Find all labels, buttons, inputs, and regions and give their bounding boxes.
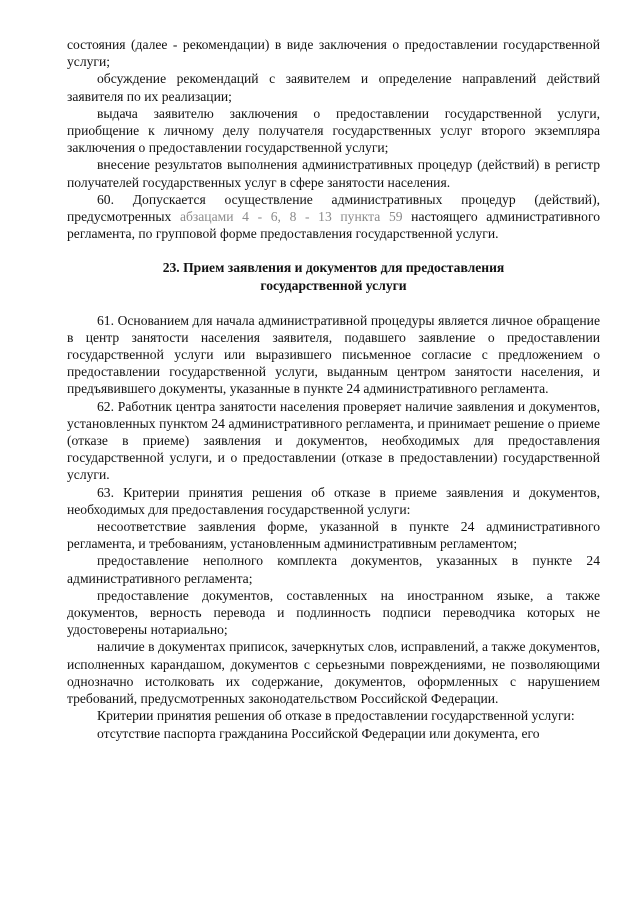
item-60-text-before: 60. Допускается осуществление административных процедур (действий), предусмотренных: [67, 191, 600, 225]
paragraph-refusal-criteria: Критерии принятия решения об отказе в предоставлении государственной услуги:: [97, 708, 575, 724]
paragraph-criterion-foreign-language: предоставление документов, составленных на иностранном языке, а также документов, верность перевода и подлинность подписи переводчика которых не удостоверены нотариально;: [67, 587, 600, 638]
paragraph-criterion-corrections: наличие в документах приписок, зачеркнутых слов, исправлений, а также документов, исполненных карандашом, документов с серьезными повреждениями, не позволяющими однозначно истолковать их содержание, документов, оформленных с нарушением требований, предусмотренных законодательством Российской Федерации.: [67, 639, 600, 707]
paragraph-continuation: состояния (далее - рекомендации) в виде заключения о предоставлении государственной услуги;: [67, 37, 600, 70]
paragraph-item-63: 63. Критерии принятия решения об отказе в приеме заявления и документов, необходимых для предоставления государственной услуги:: [67, 484, 600, 517]
section-heading: [67, 259, 600, 294]
paragraph-recommendations: обсуждение рекомендаций с заявителем и определение направлений действий заявителя по их реализации;: [67, 71, 600, 104]
paragraph-criterion-form: несоответствие заявления форме, указанной в пункте 24 административного регламента, и требованиям, установленным административным регламентом;: [67, 519, 600, 552]
paragraph-item-62: 62. Работник центра занятости населения проверяет наличие заявления и документов, установленных пунктом 24 административного регламента, и принимает решение о приеме (отказе в приеме) заявления и документов, необходимых для предоставления государственной услуги, и о предоставлении (отказе в предоставлении) государственной услуги.: [67, 398, 600, 483]
paragraph-issuance: выдача заявителю заключения о предоставлении государственной услуги, приобщение к личному делу получателя государственных услуг второго экземпляра заключения о предоставлении государственной услуги;: [67, 105, 600, 156]
spacer: [67, 295, 600, 312]
paragraph-passport-absence: отсутствие паспорта гражданина Российской Федерации или документа, его: [97, 725, 540, 741]
paragraph-item-61: 61. Основанием для начала административной процедуры является личное обращение в центр занятости населения заявителя, подавшего заявление о предоставлении государственной услуги или выразившего письменное согласие с предложением о предоставлении государственной услуги, выданным центром занятости населения, и предъявившего документы, указанные в пункте 24 административного регламента.: [67, 312, 600, 397]
section-heading-line-2: государственной услуги: [260, 278, 407, 294]
item-60-reference-link[interactable]: абзацами 4 - 6, 8 - 13 пункта 59: [179, 209, 403, 225]
item-60-text-after: настоящего административного регламента, по групповой форме предоставления государственной услуги.: [67, 209, 600, 242]
section-heading-line-1: 23. Прием заявления и документов для предоставления: [162, 260, 505, 276]
paragraph-criterion-incomplete: предоставление неполного комплекта документов, указанных в пункте 24 административного регламента;: [67, 553, 600, 586]
paragraph-item-60: [67, 191, 600, 243]
spacer: [67, 242, 600, 259]
paragraph-register: внесение результатов выполнения административных процедур (действий) в регистр получателей государственных услуг в сфере занятости населения.: [67, 157, 600, 190]
